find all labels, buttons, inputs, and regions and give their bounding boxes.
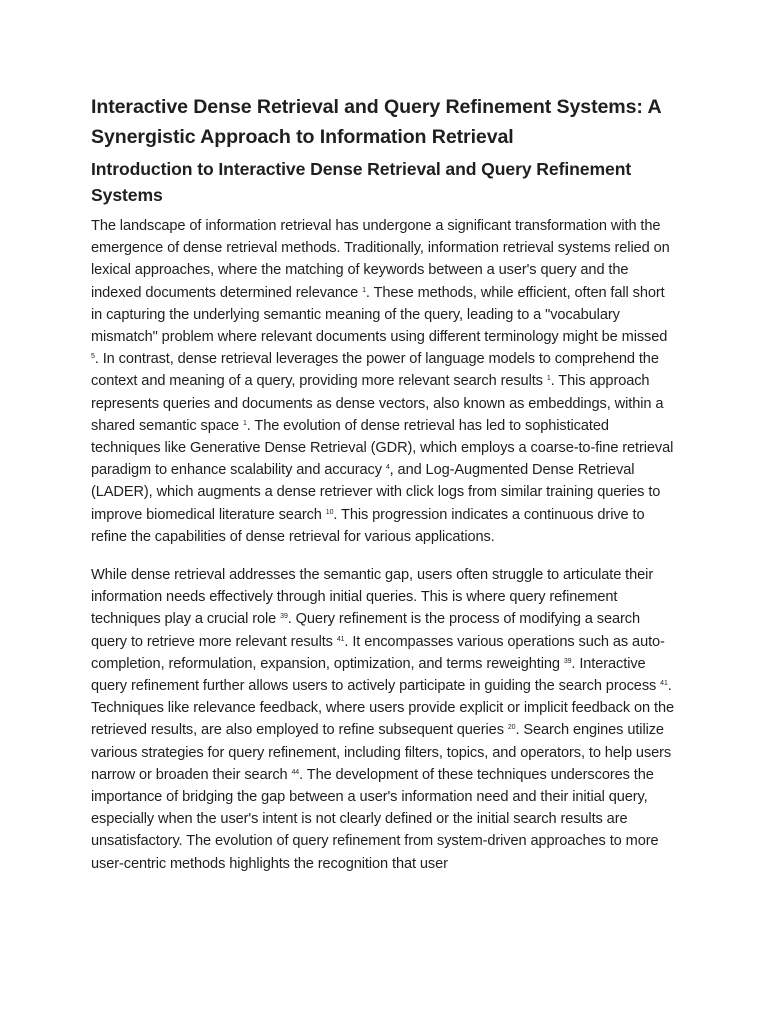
body-text-run: . It encompasses various operations such as auto-completion, reformulation, expansion, optimization, and terms reweighting <box>91 633 665 672</box>
citation-marker: 1 <box>242 419 247 427</box>
body-text-run: . The development of these techniques underscores the importance of bridging the gap between a user's information need and their initial query, especially when the user's intent is not clearly defined or the initial search results are unsatisfactory. The evolution of query refinement from system-driven approaches to more user-centric methods highlights the recognition that user <box>91 766 659 872</box>
citation-marker: 5 <box>91 353 95 361</box>
document-title: Interactive Dense Retrieval and Query Refinement Systems: A Synergistic Approach to Information Retrieval <box>91 96 661 148</box>
body-paragraph <box>91 564 677 875</box>
body-text-run: . Techniques like relevance feedback, where users provide explicit or implicit feedback on the retrieved results, are also employed to refine subsequent queries <box>91 678 674 739</box>
citation-marker: 39 <box>563 657 572 665</box>
citation-marker: 20 <box>507 724 516 732</box>
body-text-run: . In contrast, dense retrieval leverages the power of language models to comprehend the context and meaning of a query, providing more relevant search results <box>91 351 659 390</box>
body-text-run: . This progression indicates a continuous drive to refine the capabilities of dense retrieval for various applications. <box>91 506 645 545</box>
body-text-run: The landscape of information retrieval has undergone a significant transformation with the emergence of dense retrieval methods. Traditionally, information retrieval systems relied on lexical approaches, where the matching of keywords between a user's query and the indexed documents determined relevance <box>91 218 670 301</box>
body-text-run: . This approach represents queries and documents as dense vectors, also known as embeddings, within a shared semantic space <box>91 373 664 434</box>
body-text-run: . Search engines utilize various strategies for query refinement, including filters, topics, and operators, to help users narrow or broaden their search <box>91 722 672 783</box>
body-text-run: , and Log-Augmented Dense Retrieval (LADER), which augments a dense retriever with click logs from similar training queries to improve biomedical literature search <box>91 462 661 523</box>
body-text-run: . These methods, while efficient, often fall short in capturing the underlying semantic meaning of the query, leading to a "vocabulary mismatch" problem where relevant documents using different terminology might be missed <box>91 284 668 346</box>
citation-marker: 10 <box>325 508 334 516</box>
citation-marker: 1 <box>546 375 551 383</box>
citation-marker: 41 <box>336 635 345 643</box>
body-paragraph <box>91 215 677 548</box>
document-page <box>91 92 677 891</box>
section-body <box>91 215 677 875</box>
citation-marker: 4 <box>385 464 390 472</box>
body-text-run: . Interactive query refinement further allows users to actively participate in guiding the search process <box>91 655 661 695</box>
citation-marker: 41 <box>660 680 668 688</box>
body-text-run: . Query refinement is the process of modifying a search query to retrieve more relevant results <box>91 611 640 650</box>
citation-marker: 39 <box>280 613 288 621</box>
body-text-run: While dense retrieval addresses the semantic gap, users often struggle to articulate their information needs effectively through initial queries. This is where query refinement techniques play a crucial role <box>91 567 654 628</box>
section-heading: Introduction to Interactive Dense Retrieval and Query Refinement Systems <box>91 159 632 205</box>
body-text-run: . The evolution of dense retrieval has led to sophisticated techniques like Generative Dense Retrieval (GDR), which employs a coarse-to-fine retrieval paradigm to enhance scalability and accuracy <box>91 417 674 479</box>
citation-marker: 1 <box>362 286 366 294</box>
citation-marker: 44 <box>291 768 300 776</box>
